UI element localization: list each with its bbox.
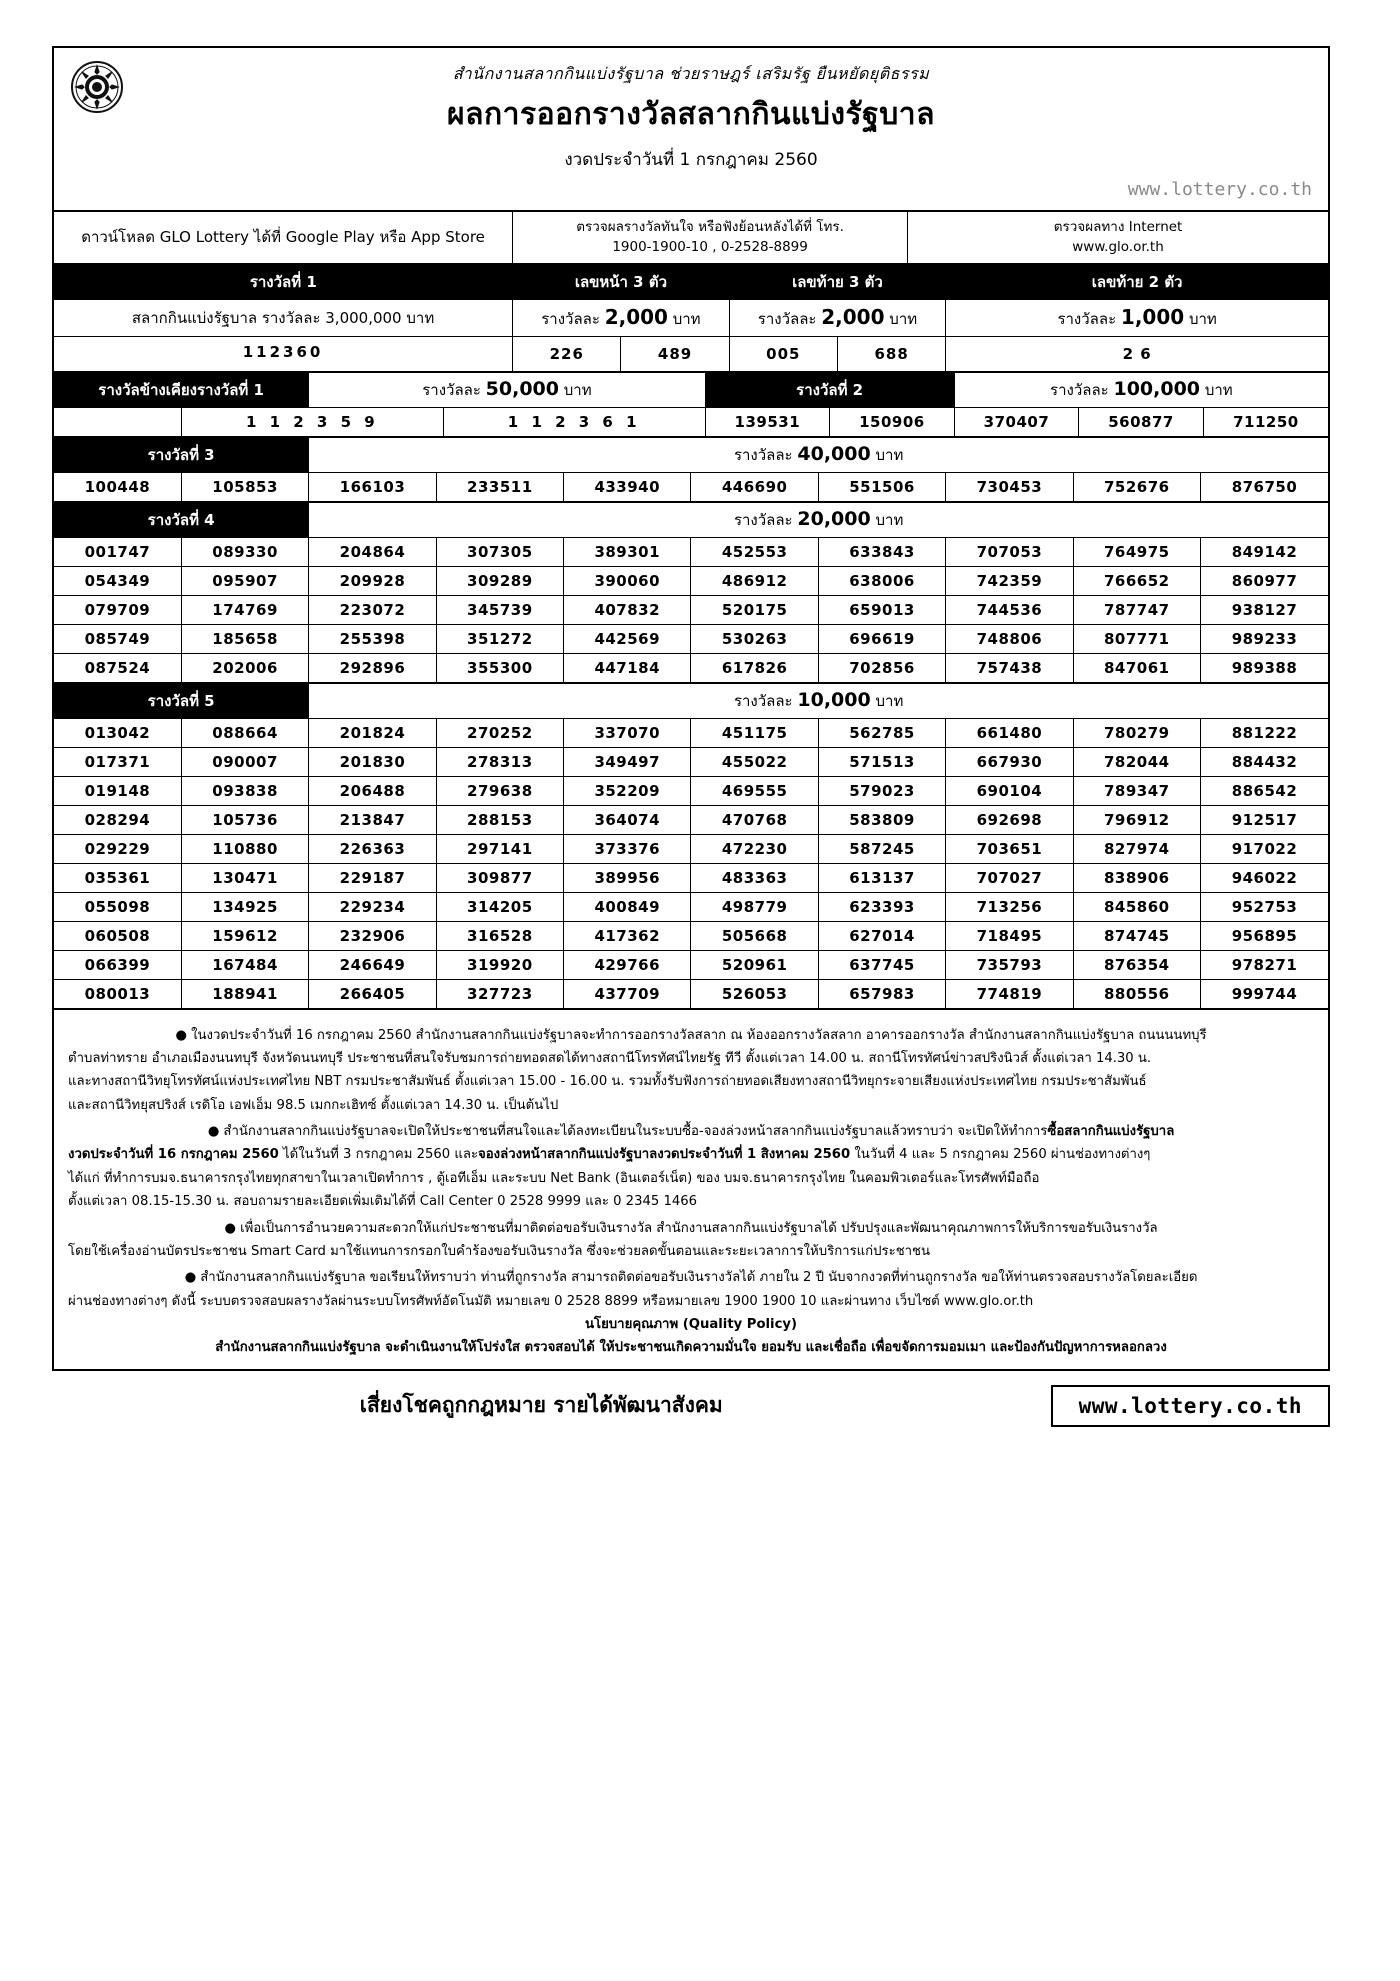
- prize5-number: 080013: [54, 979, 181, 1008]
- prize4-number: 633843: [818, 537, 945, 566]
- prize4-number: 707053: [946, 537, 1073, 566]
- prize5-number: 060508: [54, 921, 181, 950]
- front3-amount-prefix: รางวัลละ: [541, 309, 600, 328]
- prize1-number: 112360: [54, 336, 513, 371]
- prize4-number: 659013: [818, 595, 945, 624]
- prize5-number: 880556: [1073, 979, 1200, 1008]
- back3-number-1: 005: [729, 336, 837, 371]
- prize5-number: 571513: [818, 747, 945, 776]
- prize5-amount-suffix: บาท: [875, 691, 904, 710]
- near1-amount-value: 50,000: [485, 377, 559, 400]
- prize5-number: 657983: [818, 979, 945, 1008]
- prize5-number: 999744: [1201, 979, 1328, 1008]
- prize5-number: 201830: [309, 747, 436, 776]
- info-table: [54, 212, 1328, 264]
- prize3-number: 105853: [181, 472, 308, 501]
- download-info-cell: ดาวน์โหลด GLO Lottery ได้ที่ Google Play หรือ App Store: [54, 212, 513, 263]
- info-row: [54, 212, 1328, 263]
- near1-amount: [309, 372, 705, 407]
- prize5-number: 309877: [436, 863, 563, 892]
- prize5-number: 627014: [818, 921, 945, 950]
- page-footer: [52, 1385, 1330, 1427]
- prize4-number: 209928: [309, 566, 436, 595]
- phone-info-title: ตรวจผลรางวัลทันใจ หรือฟังย้อนหลังได้ที่ โทร.: [576, 219, 844, 235]
- prize4-number: 520175: [691, 595, 818, 624]
- page-title: ผลการออกรางวัลสลากกินแบ่งรัฐบาล: [447, 97, 935, 132]
- table-row: [54, 805, 1328, 834]
- prize1-band-right: [398, 264, 513, 299]
- prize5-number: 884432: [1201, 747, 1328, 776]
- near-and-prize2-table: [54, 372, 1328, 437]
- prize1-amount: สลากกินแบ่งรัฐบาล รางวัลละ 3,000,000 บาท: [54, 299, 513, 336]
- note2-line1b: ซื้อสลากกินแบ่งรัฐบาล: [1047, 1124, 1175, 1139]
- near1-label: รางวัลข้างเคียงรางวัลที่ 1: [54, 372, 309, 407]
- prize2-number-5: 711250: [1203, 407, 1328, 436]
- prize4-number: 742359: [946, 566, 1073, 595]
- back2-amount-prefix: รางวัลละ: [1057, 309, 1117, 328]
- prize3-number: 551506: [818, 472, 945, 501]
- prize4-number: 447184: [564, 653, 691, 682]
- prize5-number: 874745: [1073, 921, 1200, 950]
- front3-number-1: 226: [513, 336, 621, 371]
- prize4-number: 766652: [1073, 566, 1200, 595]
- prize4-table: [54, 502, 1328, 683]
- note3-line: โดยใช้เครื่องอ่านบัตรประชาชน Smart Card มาใช้แทนการกรอกใบคำร้องขอรับเงินรางวัล ซึ่งจะช่วยลดขั้นตอนและระยะเวลาการให้บริการแก่ประชาชน: [68, 1243, 931, 1259]
- prize5-number: 297141: [436, 834, 563, 863]
- back3-number-2: 688: [837, 336, 945, 371]
- front3-amount: [513, 299, 730, 336]
- prize4-number: 748806: [946, 624, 1073, 653]
- prize5-number: 055098: [54, 892, 181, 921]
- near1-amount-prefix: รางวัลละ: [422, 380, 481, 399]
- prize5-amount: [309, 683, 1328, 718]
- prize2-number-3: 370407: [954, 407, 1079, 436]
- prize4-number: 054349: [54, 566, 181, 595]
- prize3-number: 233511: [436, 472, 563, 501]
- prize4-number: 307305: [436, 537, 563, 566]
- table-row: [54, 892, 1328, 921]
- prize5-number: 667930: [946, 747, 1073, 776]
- draw-date: งวดประจำวันที่ 1 กรกฎาคม 2560: [564, 150, 818, 170]
- prize5-number: 789347: [1073, 776, 1200, 805]
- note2-line-3: ได้แก่ ที่ทำการบมจ.ธนาคารกรุงไทยทุกสาขาในเวลาเปิดทำการ , ตู้เอทีเอ็ม และระบบ Net Bank (อินเตอร์เน็ต) ของ บมจ.ธนาคารกรุงไทย ในคอมพิวเตอร์และโทรศัพท์มือถือ: [68, 1170, 1040, 1186]
- prize2-amount: [954, 372, 1328, 407]
- prize5-number: 278313: [436, 747, 563, 776]
- prize5-number: 956895: [1201, 921, 1328, 950]
- prize5-amount-prefix: รางวัลละ: [733, 691, 793, 710]
- prize5-number: 201824: [309, 718, 436, 747]
- prize5-number: 613137: [818, 863, 945, 892]
- prize5-number: 707027: [946, 863, 1073, 892]
- prize4-number: 989233: [1201, 624, 1328, 653]
- prize5-number: 472230: [691, 834, 818, 863]
- front3-amount-value: 2,000: [604, 304, 668, 329]
- prize5-number: 579023: [818, 776, 945, 805]
- note2-line-2: [68, 1144, 1314, 1165]
- prize5-number: 246649: [309, 950, 436, 979]
- results-sheet: [52, 46, 1330, 1371]
- prize4-amount-suffix: บาท: [875, 510, 904, 529]
- prize5-header-row: [54, 683, 1328, 718]
- prize4-number: 390060: [564, 566, 691, 595]
- prize4-number: 617826: [691, 653, 818, 682]
- prize5-number: 692698: [946, 805, 1073, 834]
- note3-line: ● เพื่อเป็นการอำนวยความสะดวกให้แก่ประชาชนที่มาติดต่อขอรับเงินรางวัล สำนักงานสลากกินแบ่งรัฐบาลได้ ปรับปรุงและพัฒนาคุณภาพการให้บริการขอรับเงินรางวัล: [224, 1220, 1158, 1236]
- prize5-number: 782044: [1073, 747, 1200, 776]
- prize1-band-label: รางวัลที่ 1: [169, 264, 398, 299]
- prize5-number: 349497: [564, 747, 691, 776]
- prize4-number: 849142: [1201, 537, 1328, 566]
- prize3-amount-suffix: บาท: [875, 445, 904, 464]
- prize4-number: 292896: [309, 653, 436, 682]
- prize3-number: 446690: [691, 472, 818, 501]
- prize5-number: 337070: [564, 718, 691, 747]
- note-line: ● ในงวดประจำวันที่ 16 กรกฎาคม 2560 สำนักงานสลากกินแบ่งรัฐบาลจะทำการออกรางวัลสลาก ณ ห้องออกรางวัลสลาก อาคารออกรางวัล สำนักงานสลากกินแบ่งรัฐบาล ถนนนนทบุรี: [175, 1027, 1207, 1043]
- back2-amount-value: 1,000: [1120, 304, 1185, 329]
- prize5-number: 088664: [181, 718, 308, 747]
- prize2-number-1: 139531: [705, 407, 830, 436]
- prize5-number: 498779: [691, 892, 818, 921]
- prize5-number: 090007: [181, 747, 308, 776]
- internet-info-url[interactable]: www.glo.or.th: [1072, 239, 1164, 256]
- prize5-number: 226363: [309, 834, 436, 863]
- note4-line: ผ่านช่องทางต่างๆ ดังนี้ ระบบตรวจสอบผลรางวัลผ่านระบบโทรศัพท์อัตโนมัติ หมายเลข 0 2528 8899 หรือหมายเลข 1900 1900 10 และผ่านทาง เว็บไซต์ www.glo.or.th: [68, 1293, 1034, 1309]
- prize5-number: 845860: [1073, 892, 1200, 921]
- prize5-number: 946022: [1201, 863, 1328, 892]
- prize5-number: 470768: [691, 805, 818, 834]
- prize5-number: 389956: [564, 863, 691, 892]
- prize3-label: รางวัลที่ 3: [54, 437, 309, 472]
- prize4-number: 696619: [818, 624, 945, 653]
- prize5-number: 035361: [54, 863, 181, 892]
- prize4-number: 079709: [54, 595, 181, 624]
- prize4-header-row: [54, 502, 1328, 537]
- prize5-number: 093838: [181, 776, 308, 805]
- prize5-number: 735793: [946, 950, 1073, 979]
- prize5-number: 912517: [1201, 805, 1328, 834]
- prize5-number: 437709: [564, 979, 691, 1008]
- back3-amount: [729, 299, 946, 336]
- prize5-number: 314205: [436, 892, 563, 921]
- prize3-amount: [309, 437, 1328, 472]
- prize5-number: 917022: [1201, 834, 1328, 863]
- internet-info-title: ตรวจผลทาง Internet: [1053, 219, 1183, 235]
- prize5-number: 270252: [436, 718, 563, 747]
- prize5-number: 429766: [564, 950, 691, 979]
- prize3-table: [54, 437, 1328, 502]
- prize4-amount-value: 20,000: [797, 507, 871, 530]
- glo-emblem-icon: [70, 60, 124, 114]
- near1-spacer: [54, 407, 181, 436]
- prize-band-amounts: [54, 299, 1328, 336]
- prize4-number: 223072: [309, 595, 436, 624]
- back3-amount-value: 2,000: [821, 304, 885, 329]
- prize3-amount-value: 40,000: [797, 442, 871, 465]
- prize4-number: 638006: [818, 566, 945, 595]
- prize5-number: 130471: [181, 863, 308, 892]
- prize5-table: [54, 683, 1328, 1008]
- prize3-number: 433940: [564, 472, 691, 501]
- internet-info-cell: [908, 212, 1328, 263]
- prize5-number: 017371: [54, 747, 181, 776]
- prize5-number: 455022: [691, 747, 818, 776]
- prize4-number: 001747: [54, 537, 181, 566]
- prize3-number: 752676: [1073, 472, 1200, 501]
- table-row: [54, 537, 1328, 566]
- prize4-number: 807771: [1073, 624, 1200, 653]
- prize5-number: 796912: [1073, 805, 1200, 834]
- header-tagline: สำนักงานสลากกินแบ่งรัฐบาล ช่วยราษฎร์ เสริมรัฐ ยืนหยัดยุติธรรม: [452, 64, 930, 83]
- prize5-number: 327723: [436, 979, 563, 1008]
- back2-amount: [946, 299, 1328, 336]
- prize3-number: 166103: [309, 472, 436, 501]
- prize4-number: 860977: [1201, 566, 1328, 595]
- prize5-number: 229187: [309, 863, 436, 892]
- notes-section: [54, 1008, 1328, 1369]
- prize5-number: 838906: [1073, 863, 1200, 892]
- prize5-number: 110880: [181, 834, 308, 863]
- table-row: [54, 595, 1328, 624]
- note2-line2c: จองล่วงหน้าสลากกินแบ่งรัฐบาลงวดประจำวันที่ 1 สิงหาคม 2560: [478, 1147, 851, 1163]
- back2-amount-suffix: บาท: [1188, 309, 1217, 328]
- top-prizes-table: [54, 264, 1328, 372]
- table-row: [54, 566, 1328, 595]
- prize5-number: 718495: [946, 921, 1073, 950]
- prize5-number: 364074: [564, 805, 691, 834]
- prize5-number: 703651: [946, 834, 1073, 863]
- prize2-number-4: 560877: [1079, 407, 1204, 436]
- prize4-amount-prefix: รางวัลละ: [733, 510, 793, 529]
- prize5-number: 316528: [436, 921, 563, 950]
- prize5-number: 105736: [181, 805, 308, 834]
- table-row: [54, 834, 1328, 863]
- table-row: [54, 624, 1328, 653]
- prize2-number-2: 150906: [830, 407, 955, 436]
- document-header: [54, 48, 1328, 212]
- prize5-number: 876354: [1073, 950, 1200, 979]
- back2-number: 2 6: [946, 336, 1328, 371]
- front3-band-label: เลขหน้า 3 ตัว: [513, 264, 730, 299]
- prize4-number: 744536: [946, 595, 1073, 624]
- prize5-number: 886542: [1201, 776, 1328, 805]
- table-row: [54, 921, 1328, 950]
- prize4-label: รางวัลที่ 4: [54, 502, 309, 537]
- prize5-number: 952753: [1201, 892, 1328, 921]
- prize3-number: 100448: [54, 472, 181, 501]
- prize5-number: 690104: [946, 776, 1073, 805]
- prize5-number: 637745: [818, 950, 945, 979]
- note2-line1a: ● สำนักงานสลากกินแบ่งรัฐบาลจะเปิดให้ประชาชนที่สนใจและได้ลงทะเบียนในระบบซื้อ-จองล่วงหน้าสลากกินแบ่งรัฐบาลแล้วทราบว่า จะเปิดให้ทำการ: [207, 1124, 1048, 1139]
- prize4-number: 309289: [436, 566, 563, 595]
- prize2-label: รางวัลที่ 2: [705, 372, 954, 407]
- prize5-number: 229234: [309, 892, 436, 921]
- prize5-number: 713256: [946, 892, 1073, 921]
- prize5-number: 469555: [691, 776, 818, 805]
- prize3-number: 730453: [946, 472, 1073, 501]
- note2-line2a: งวดประจำวันที่ 16 กรกฎาคม 2560: [68, 1147, 279, 1163]
- prize-band-results: [54, 336, 1328, 371]
- prize2-amount-value: 100,000: [1113, 377, 1201, 400]
- phone-info-numbers: 1900-1900-10 , 0-2528-8899: [612, 239, 808, 256]
- prize5-number: 188941: [181, 979, 308, 1008]
- prize4-number: 702856: [818, 653, 945, 682]
- prize5-number: 159612: [181, 921, 308, 950]
- prize4-number: 847061: [1073, 653, 1200, 682]
- near1-number-2: 1 1 2 3 6 1: [443, 407, 705, 436]
- prize4-number: 486912: [691, 566, 818, 595]
- prize5-number: 400849: [564, 892, 691, 921]
- prize5-number: 881222: [1201, 718, 1328, 747]
- prize4-number: 530263: [691, 624, 818, 653]
- prize5-label: รางวัลที่ 5: [54, 683, 309, 718]
- table-row: [54, 653, 1328, 682]
- prize5-number: 352209: [564, 776, 691, 805]
- prize4-number: 095907: [181, 566, 308, 595]
- prize4-number: 989388: [1201, 653, 1328, 682]
- table-row: [54, 776, 1328, 805]
- prize5-number: 029229: [54, 834, 181, 863]
- prize5-number: 583809: [818, 805, 945, 834]
- prize5-number: 505668: [691, 921, 818, 950]
- prize5-number: 417362: [564, 921, 691, 950]
- prize3-amount-prefix: รางวัลละ: [733, 445, 793, 464]
- near1-prize2-labels: [54, 372, 1328, 407]
- table-row: [54, 747, 1328, 776]
- back2-band-label: เลขท้าย 2 ตัว: [946, 264, 1328, 299]
- prize5-number: 206488: [309, 776, 436, 805]
- near1-amount-suffix: บาท: [563, 380, 592, 399]
- front3-number-2: 489: [621, 336, 729, 371]
- near1-prize2-numbers: [54, 407, 1328, 436]
- prize4-number: 174769: [181, 595, 308, 624]
- prize5-number: 562785: [818, 718, 945, 747]
- phone-info-cell: [513, 212, 908, 263]
- table-row: [54, 950, 1328, 979]
- table-row: [54, 718, 1328, 747]
- prize4-number: 407832: [564, 595, 691, 624]
- quality-policy-text: สำนักงานสลากกินแบ่งรัฐบาล จะดำเนินงานให้โปร่งใส ตรวจสอบได้ ให้ประชาชนเกิดความมั่นใจ ยอมรับ และเชื่อถือ เพื่อขจัดการมอมเมา และป้องกันปัญหาการหลอกลวง: [215, 1340, 1167, 1356]
- prize5-number: 774819: [946, 979, 1073, 1008]
- prize5-number: 213847: [309, 805, 436, 834]
- prize4-amount: [309, 502, 1328, 537]
- note-line: และทางสถานีวิทยุโทรทัศน์แห่งประเทศไทย NBT กรมประชาสัมพันธ์ ตั้งแต่เวลา 15.00 - 16.00 น. รวมทั้งรับฟังการถ่ายทอดเสียงทางสถานีวิทยุกระจายเสียงแห่งประเทศไทย กรมประชาสัมพันธ์: [68, 1074, 1147, 1090]
- back3-amount-suffix: บาท: [889, 309, 918, 328]
- prize5-number: 526053: [691, 979, 818, 1008]
- header-website: www.lottery.co.th: [1127, 179, 1312, 200]
- prize4-number: 442569: [564, 624, 691, 653]
- prize5-number: 019148: [54, 776, 181, 805]
- note-line: ตำบลท่าทราย อำเภอเมืองนนทบุรี จังหวัดนนทบุรี ประชาชนที่สนใจรับชมการถ่ายทอดสดได้ทางสถานีโทรทัศน์ไทยรัฐ ทีวี ตั้งแต่เวลา 14.00 น. สถานีโทรทัศน์ข่าวสปริงนิวส์ ตั้งแต่เวลา 14.30 น.: [68, 1050, 1152, 1066]
- prize5-number: 066399: [54, 950, 181, 979]
- prize5-number: 288153: [436, 805, 563, 834]
- prize4-number: 255398: [309, 624, 436, 653]
- prize5-number: 978271: [1201, 950, 1328, 979]
- footer-website-badge[interactable]: www.lottery.co.th: [1051, 1385, 1330, 1427]
- prize5-number: 520961: [691, 950, 818, 979]
- footer-slogan: เสี่ยงโชคถูกกฎหมาย รายได้พัฒนาสังคม: [359, 1393, 723, 1418]
- prize4-number: 202006: [181, 653, 308, 682]
- note-line: และสถานีวิทยุสปริงส์ เรดิโอ เอฟเอ็ม 98.5 เมกกะเฮิทซ์ ตั้งแต่เวลา 14.30 น. เป็นต้นไป: [68, 1097, 559, 1113]
- prize5-number: 827974: [1073, 834, 1200, 863]
- note4-line: ● สำนักงานสลากกินแบ่งรัฐบาล ขอเรียนให้ทราบว่า ท่านที่ถูกรางวัล สามารถติดต่อขอรับเงินรางวัลได้ ภายใน 2 ปี นับจากงวดที่ท่านถูกรางวัล ขอให้ท่านตรวจสอบรางวัลโดยละเอียด: [184, 1270, 1198, 1286]
- table-row: [54, 863, 1328, 892]
- prize3-number-row: [54, 472, 1328, 501]
- prize4-number: 345739: [436, 595, 563, 624]
- table-row: [54, 979, 1328, 1008]
- prize4-number: 355300: [436, 653, 563, 682]
- prize5-number: 623393: [818, 892, 945, 921]
- prize5-amount-value: 10,000: [797, 688, 871, 711]
- prize4-number: 764975: [1073, 537, 1200, 566]
- note2-line-4: ตั้งแต่เวลา 08.15-15.30 น. สอบถามรายละเอียดเพิ่มเติมได้ที่ Call Center 0 2528 9999 และ 0 2345 1466: [68, 1194, 698, 1210]
- front3-amount-suffix: บาท: [672, 309, 701, 328]
- prize5-number: 483363: [691, 863, 818, 892]
- prize5-number: 013042: [54, 718, 181, 747]
- prize5-number: 587245: [818, 834, 945, 863]
- prize4-number: 452553: [691, 537, 818, 566]
- note2-line-1: [68, 1121, 1314, 1142]
- prize5-number: 451175: [691, 718, 818, 747]
- prize5-number: 279638: [436, 776, 563, 805]
- note2-line2b: ได้ในวันที่ 3 กรกฎาคม 2560 และ: [278, 1147, 479, 1163]
- prize4-number: 389301: [564, 537, 691, 566]
- prize4-number: 204864: [309, 537, 436, 566]
- prize2-amount-prefix: รางวัลละ: [1050, 380, 1109, 399]
- prize-band-labels: [54, 264, 1328, 299]
- prize3-number: 876750: [1201, 472, 1328, 501]
- prize4-number: 089330: [181, 537, 308, 566]
- prize5-number: 780279: [1073, 718, 1200, 747]
- prize1-band-left: [54, 264, 169, 299]
- prize4-number: 087524: [54, 653, 181, 682]
- quality-policy-title: นโยบายคุณภาพ (Quality Policy): [584, 1317, 798, 1332]
- prize4-number: 085749: [54, 624, 181, 653]
- prize4-number: 351272: [436, 624, 563, 653]
- back3-band-label: เลขท้าย 3 ตัว: [729, 264, 946, 299]
- prize2-amount-suffix: บาท: [1204, 380, 1233, 399]
- prize5-number: 373376: [564, 834, 691, 863]
- back3-amount-prefix: รางวัลละ: [757, 309, 817, 328]
- prize5-number: 232906: [309, 921, 436, 950]
- prize5-number: 266405: [309, 979, 436, 1008]
- prize5-number: 134925: [181, 892, 308, 921]
- prize3-header-row: [54, 437, 1328, 472]
- prize4-number: 938127: [1201, 595, 1328, 624]
- prize4-number: 185658: [181, 624, 308, 653]
- prize5-number: 319920: [436, 950, 563, 979]
- note2-line2d: ในวันที่ 4 และ 5 กรกฎาคม 2560 ผ่านช่องทางต่างๆ: [850, 1147, 1151, 1163]
- near1-number-1: 1 1 2 3 5 9: [181, 407, 443, 436]
- prize5-number: 661480: [946, 718, 1073, 747]
- prize5-number: 028294: [54, 805, 181, 834]
- prize4-number: 757438: [946, 653, 1073, 682]
- prize5-number: 167484: [181, 950, 308, 979]
- prize4-number: 787747: [1073, 595, 1200, 624]
